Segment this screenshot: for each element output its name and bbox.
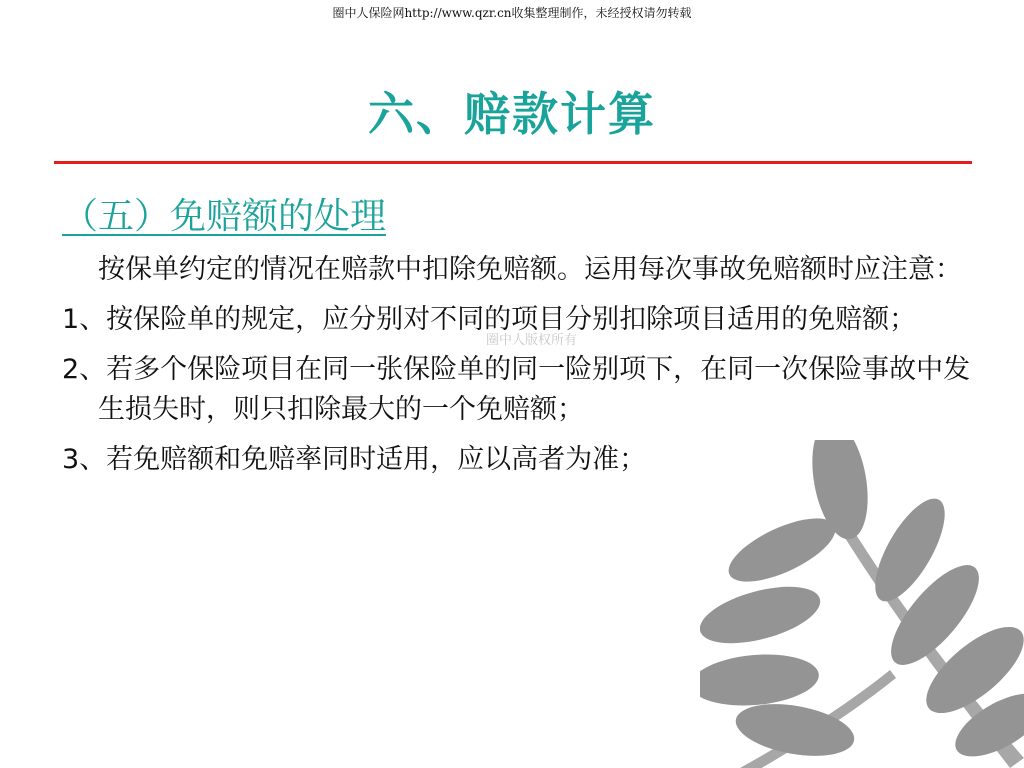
list-item	[62, 350, 977, 430]
item-text: 、若多个保险项目在同一张保险单的同一险别项下，在同一次保险事故中发生损失时，则只扣除最大的一个免赔额；	[79, 354, 971, 425]
item-number: 1	[62, 304, 80, 335]
copyright-notice: 圈中人保险网http://www.qzr.cn收集整理制作，未经授权请勿转载	[332, 6, 692, 20]
list-item	[62, 300, 977, 340]
item-text: 、若免赔额和免赔率同时适用，应以高者为准；	[79, 444, 647, 475]
watermark: 圈中人版权所有	[486, 333, 578, 348]
intro-paragraph: 按保单约定的情况在赔款中扣除免赔额。运用每次事故免赔额时应注意：	[98, 254, 962, 285]
item-text: 、按保险单的规定，应分别对不同的项目分别扣除项目适用的免赔额；	[79, 304, 917, 335]
item-number: 2	[62, 354, 80, 385]
item-number: 3	[62, 444, 80, 475]
wheat-leaf-icon	[700, 440, 1024, 768]
title-divider	[54, 161, 972, 164]
body-text	[62, 250, 977, 480]
list-item	[62, 440, 977, 480]
section-heading: （五）免赔额的处理	[62, 196, 387, 237]
page-title: 六、赔款计算	[368, 87, 656, 141]
